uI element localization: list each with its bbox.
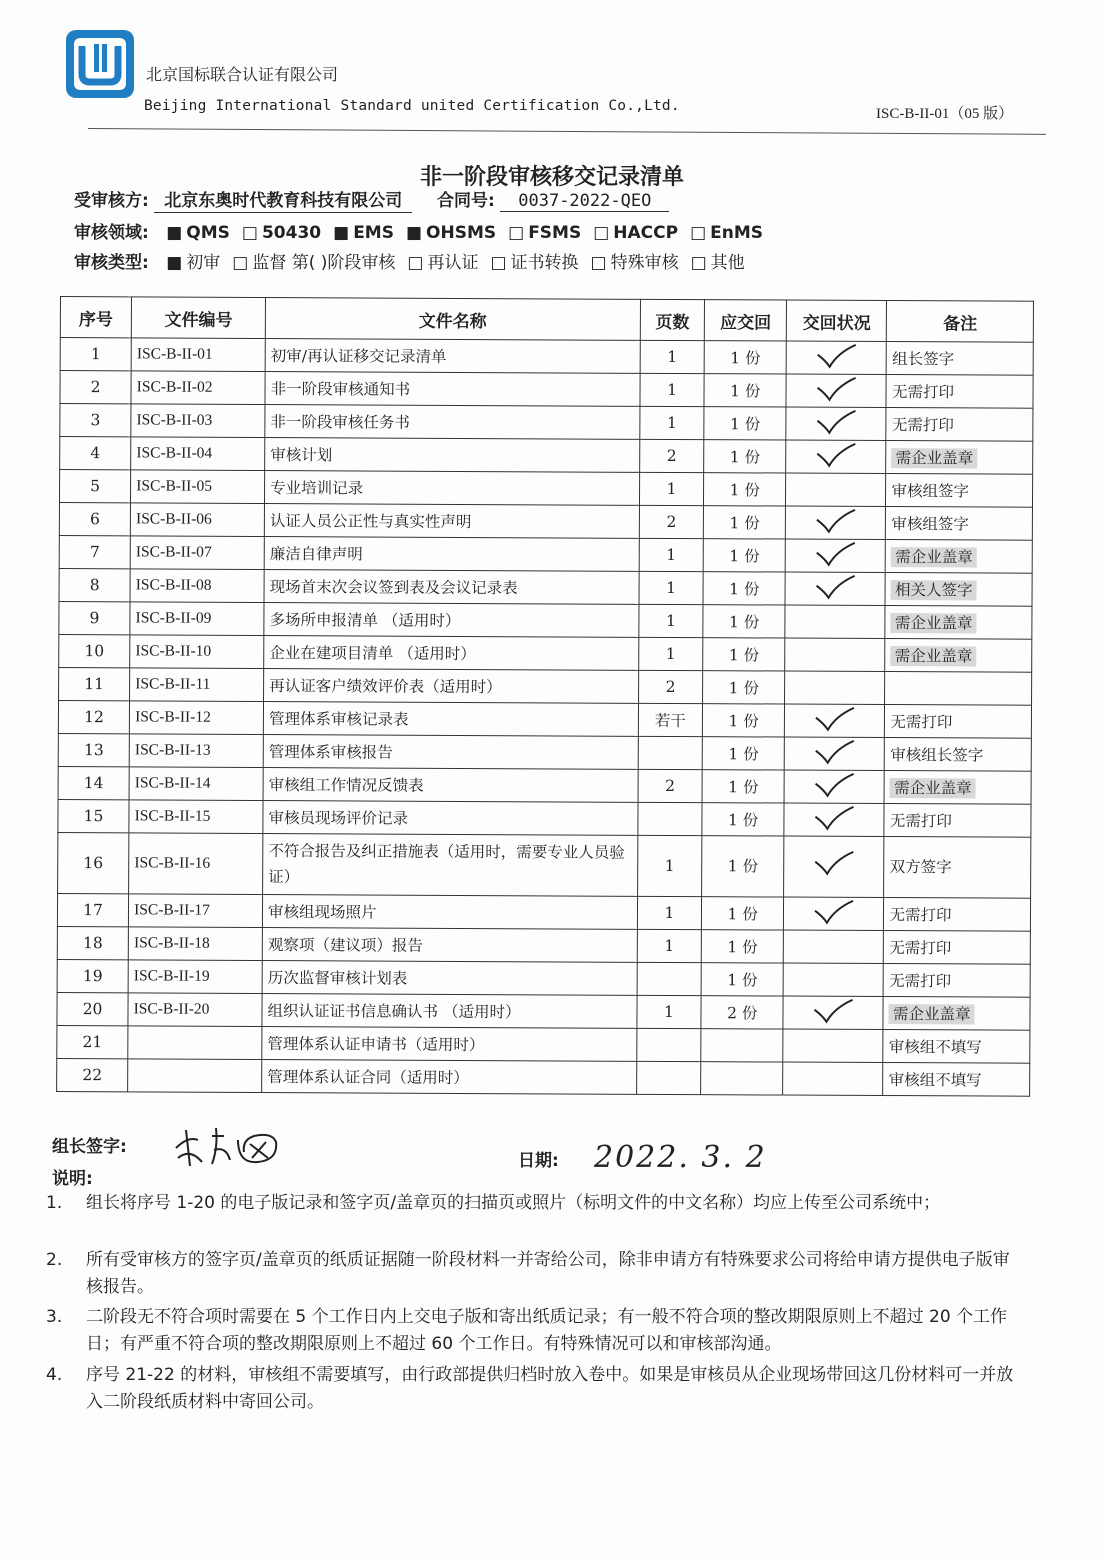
row-file-code: ISC-B-II-07: [130, 536, 264, 570]
row-copies: 1 份: [704, 440, 786, 473]
row-pages: 1: [640, 373, 705, 406]
row-copies: 1 份: [704, 374, 786, 407]
row-number: 7: [59, 535, 130, 568]
domain-option-label: FSMS: [528, 223, 582, 243]
domain-option-label: HACCP: [613, 223, 679, 243]
row-return-status: [785, 506, 886, 539]
row-pages: 1: [639, 538, 704, 571]
table-row: [58, 832, 1031, 898]
row-number: 8: [59, 568, 130, 601]
row-pages: 2: [638, 769, 703, 802]
row-file-name: 再认证客户绩效评价表（适用时）: [264, 669, 639, 704]
table-row: [58, 799, 1031, 837]
row-remark: 组长签字: [892, 350, 955, 369]
note-item-3: [46, 1304, 1026, 1358]
row-return-status: [785, 638, 886, 671]
auditee-line: [74, 186, 669, 211]
note-item-4: [46, 1362, 1026, 1416]
table-row: [57, 992, 1030, 1030]
row-remark-cell: [886, 408, 1033, 442]
checkmark-icon: [811, 805, 857, 835]
row-file-code: ISC-B-II-09: [130, 602, 264, 636]
audit-domain-line: [74, 218, 763, 243]
row-copies: 1 份: [702, 897, 784, 930]
row-remark-cell: [885, 672, 1032, 706]
row-copies: 1 份: [702, 803, 784, 836]
row-file-code: ISC-B-II-20: [128, 993, 262, 1027]
row-return-status: [786, 473, 887, 506]
table-row: [59, 634, 1032, 672]
row-remark-cell: [883, 1063, 1030, 1097]
row-number: 16: [58, 832, 129, 893]
row-remark-cell: [886, 441, 1033, 475]
company-name-en: Beijing International Standard united Certification Co.,Ltd.: [144, 98, 680, 114]
row-file-code: ISC-B-II-10: [130, 635, 264, 669]
row-file-code: ISC-B-II-19: [128, 960, 262, 994]
row-remark-highlighted: 需企业盖章: [891, 547, 977, 567]
checkmark-icon: [812, 574, 858, 604]
row-file-code: ISC-B-II-11: [130, 668, 264, 702]
row-remark: 审核组签字: [891, 515, 969, 534]
row-file-name: 廉洁自律声明: [264, 537, 639, 572]
table-row: [57, 893, 1030, 931]
row-return-status: [783, 897, 884, 930]
auditee-label: 受审核方:: [74, 191, 149, 211]
row-file-name: 管理体系审核报告: [263, 734, 638, 769]
row-return-status: [784, 704, 885, 737]
contract-value: 0037-2022-QEO: [500, 191, 669, 212]
note-text: 二阶段无不符合项时需要在 5 个工作日内上交电子版和寄出纸质记录；有一般不符合项的整改期限原则上不超过 20 个工作日；有严重不符合项的整改期限原则上不超过 60 个工作日。有特殊情况可以和审核部沟通。: [86, 1307, 1008, 1354]
row-remark: 无需打印: [889, 939, 952, 958]
row-file-name: 初审/再认证移交记录清单: [265, 339, 640, 374]
domain-option: [242, 223, 321, 243]
type-option-label: 其他: [710, 253, 745, 273]
domain-option: [690, 223, 763, 243]
row-number: 1: [60, 338, 131, 371]
row-copies: 1 份: [704, 506, 786, 539]
row-file-code: [128, 1059, 262, 1093]
row-pages: 若干: [638, 703, 703, 736]
note-text: 序号 21-22 的材料，审核组不需要填写，由行政部提供归档时放入卷中。如果是审核员从企业现场带回这几份材料可一并放入二阶段纸质材料中寄回公司。: [86, 1365, 1014, 1412]
auditee-value: 北京东奥时代教育科技有限公司: [154, 191, 412, 213]
type-option-label: 再认证: [427, 253, 479, 273]
row-pages: 1: [637, 929, 702, 962]
row-pages: 2: [639, 505, 704, 538]
note-number: 4.: [46, 1365, 63, 1385]
note-item-2: [46, 1247, 1026, 1301]
row-remark-highlighted: 需企业盖章: [890, 778, 976, 798]
row-file-code: ISC-B-II-15: [129, 800, 263, 834]
row-remark: 无需打印: [890, 713, 953, 732]
unchecked-box-icon: □: [590, 253, 607, 273]
row-remark: 无需打印: [889, 972, 952, 991]
row-file-code: ISC-B-II-13: [129, 734, 263, 768]
row-return-status: [785, 671, 886, 704]
row-return-status: [784, 770, 885, 803]
row-number: 6: [59, 502, 130, 535]
row-remark: 审核组签字: [891, 482, 970, 501]
row-return-status: [783, 963, 884, 996]
date-label: 日期:: [518, 1151, 559, 1171]
row-remark-cell: [886, 507, 1033, 541]
row-file-name: 审核计划: [265, 438, 640, 473]
row-number: 9: [59, 601, 130, 634]
row-file-name: 观察项（建议项）报告: [262, 927, 637, 962]
table-row: [57, 1025, 1030, 1063]
row-file-code: ISC-B-II-05: [131, 470, 265, 504]
table-body: [57, 338, 1034, 1097]
isc-logo-icon: [64, 28, 136, 100]
row-copies: 1 份: [702, 963, 784, 996]
row-file-name: 组织认证证书信息确认书 （适用时）: [262, 993, 637, 1028]
table-row: [59, 502, 1032, 540]
checkmark-icon: [811, 899, 857, 929]
row-file-name: 多场所申报清单 （适用时）: [264, 603, 639, 638]
checked-box-icon: ■: [166, 223, 183, 243]
row-pages: [637, 802, 702, 835]
row-number: 11: [59, 667, 130, 700]
table-row: [60, 338, 1033, 376]
unchecked-box-icon: □: [490, 253, 507, 273]
row-copies: 2 份: [701, 996, 783, 1029]
row-remark-highlighted: 需企业盖章: [891, 613, 977, 633]
row-return-status: [786, 374, 887, 407]
type-option: [232, 253, 395, 273]
row-return-status: [784, 836, 885, 897]
row-remark-cell: [884, 804, 1031, 838]
checkmark-icon: [813, 508, 859, 538]
header-pages: 页数: [640, 299, 705, 340]
row-copies: 1 份: [704, 407, 786, 440]
row-pages: [638, 736, 703, 769]
row-number: 20: [57, 992, 128, 1025]
row-number: 18: [57, 926, 128, 959]
row-remark: 无需打印: [889, 906, 952, 925]
unchecked-box-icon: □: [593, 223, 610, 243]
checkmark-icon: [811, 739, 857, 769]
table-row: [59, 568, 1032, 606]
row-remark: 无需打印: [891, 383, 955, 402]
checkmark-icon: [812, 706, 858, 736]
row-remark-cell: [884, 898, 1031, 932]
row-file-name: 管理体系审核记录表: [263, 701, 638, 736]
note-number: 1.: [46, 1193, 63, 1213]
unchecked-box-icon: □: [690, 253, 707, 273]
header-code: 文件编号: [131, 297, 265, 339]
row-remark-cell: [885, 606, 1032, 640]
row-remark-highlighted: 需企业盖章: [892, 448, 978, 468]
row-number: 3: [60, 404, 131, 437]
row-pages: 1: [639, 472, 704, 505]
row-return-status: [783, 1062, 884, 1095]
date-value: 2022. 3. 2: [594, 1140, 767, 1175]
row-number: 5: [59, 470, 130, 503]
row-remark: 无需打印: [889, 812, 952, 831]
type-option: [490, 253, 578, 273]
checked-box-icon: ■: [166, 253, 183, 273]
row-number: 10: [59, 634, 130, 667]
audit-type-label: 审核类型:: [74, 253, 149, 273]
row-file-name: 现场首末次会议签到表及会议记录表: [264, 570, 639, 605]
row-pages: 1: [640, 340, 705, 373]
row-remark: 审核组不填写: [888, 1038, 982, 1057]
domain-option: [508, 223, 581, 243]
row-file-code: ISC-B-II-06: [130, 503, 264, 537]
row-pages: 1: [637, 995, 702, 1028]
domain-option: [593, 223, 678, 243]
row-copies: 1 份: [702, 770, 784, 803]
document-code: ISC-B-II-01（05 版）: [876, 106, 1014, 122]
row-remark: 双方签字: [889, 858, 952, 877]
row-remark-cell: [886, 474, 1033, 508]
row-number: 14: [58, 766, 129, 799]
row-return-status: [786, 341, 887, 374]
table-row: [58, 733, 1031, 771]
row-remark-cell: [886, 375, 1033, 409]
checked-box-icon: ■: [333, 223, 350, 243]
row-file-code: ISC-B-II-04: [131, 437, 265, 471]
table-row: [57, 926, 1030, 964]
row-file-name: 审核组工作情况反馈表: [263, 767, 638, 802]
row-pages: 1: [639, 406, 704, 439]
table-row: [58, 700, 1031, 738]
note-number: 3.: [46, 1307, 63, 1327]
row-remark-cell: [885, 738, 1032, 772]
table-row: [59, 667, 1032, 705]
row-remark-cell: [884, 931, 1031, 965]
type-option: [407, 253, 478, 273]
row-remark-cell: [885, 705, 1032, 739]
unchecked-box-icon: □: [508, 223, 525, 243]
header-name: 文件名称: [265, 298, 640, 341]
row-number: 17: [57, 893, 128, 926]
table-row: [59, 535, 1032, 573]
row-copies: 1 份: [703, 572, 785, 605]
header-remark: 备注: [887, 301, 1034, 343]
note-text: 所有受审核方的签字页/盖章页的纸质证据随一阶段材料一并寄给公司，除非申请方有特殊要求公司将给申请方提供电子版审核报告。: [86, 1250, 1010, 1297]
row-remark: 审核组不填写: [888, 1071, 982, 1090]
row-return-status: [785, 539, 886, 572]
row-return-status: [785, 605, 886, 638]
note-number: 2.: [46, 1250, 63, 1270]
row-file-code: ISC-B-II-01: [131, 338, 265, 372]
row-file-name: 非一阶段审核通知书: [265, 372, 640, 407]
unchecked-box-icon: □: [690, 223, 707, 243]
row-copies: [701, 1062, 783, 1095]
row-copies: 1 份: [704, 473, 786, 506]
row-return-status: [783, 1029, 884, 1062]
row-number: 12: [58, 700, 129, 733]
row-copies: 1 份: [702, 836, 784, 897]
row-file-name: 不符合报告及纠正措施表（适用时，需要专业人员验证）: [263, 833, 638, 896]
row-copies: 1 份: [703, 605, 785, 638]
table-row: [58, 766, 1031, 804]
row-file-name: 管理体系认证合同（适用时）: [262, 1059, 637, 1094]
row-copies: 1 份: [703, 704, 785, 737]
row-file-code: ISC-B-II-14: [129, 767, 263, 801]
row-file-code: ISC-B-II-08: [130, 569, 264, 603]
unchecked-box-icon: □: [232, 253, 249, 273]
row-remark-highlighted: 需企业盖章: [891, 646, 977, 666]
row-number: 15: [58, 799, 129, 832]
type-option: [691, 253, 745, 273]
type-option: [591, 253, 679, 273]
row-pages: 2: [639, 439, 704, 472]
row-pages: [637, 962, 702, 995]
checked-box-icon: ■: [405, 223, 423, 243]
table-row: [60, 437, 1033, 475]
row-remark-cell: [886, 540, 1033, 574]
row-return-status: [784, 803, 885, 836]
audit-domain-label: 审核领域:: [74, 223, 149, 243]
note-text: 组长将序号 1-20 的电子版记录和签字页/盖章页的扫描页或照片（标明文件的中文名称）均应上传至公司系统中；: [86, 1193, 941, 1213]
row-file-code: ISC-B-II-17: [129, 894, 263, 928]
leader-sign-label: 组长签字:: [52, 1137, 127, 1157]
audit-type-line: [74, 248, 745, 273]
unchecked-box-icon: □: [241, 223, 258, 243]
row-file-name: 审核组现场照片: [262, 894, 637, 929]
row-number: 19: [57, 959, 128, 992]
row-number: 2: [60, 371, 131, 404]
row-remark: 审核组长签字: [890, 746, 984, 765]
row-number: 22: [57, 1058, 128, 1091]
domain-option-label: EnMS: [710, 223, 764, 243]
row-pages: 1: [639, 571, 704, 604]
row-remark-cell: [884, 964, 1031, 998]
domain-option-label: EMS: [353, 223, 394, 243]
leader-signature: [168, 1118, 288, 1174]
row-number: 21: [57, 1025, 128, 1058]
domain-option-label: OHSMS: [426, 223, 497, 243]
notes-title: 说明:: [52, 1169, 93, 1189]
row-file-code: ISC-B-II-18: [128, 927, 262, 961]
row-pages: [636, 1028, 701, 1061]
handover-table: [56, 296, 1034, 1097]
domain-option: [166, 223, 230, 243]
row-remark-cell: [883, 997, 1030, 1031]
row-return-status: [785, 572, 886, 605]
row-file-name: 非一阶段审核任务书: [265, 405, 640, 440]
row-file-name: 审核员现场评价记录: [263, 800, 638, 835]
checkmark-icon: [811, 772, 857, 802]
row-return-status: [786, 440, 887, 473]
row-copies: 1 份: [702, 930, 784, 963]
row-file-code: ISC-B-II-02: [131, 371, 265, 405]
checkmark-icon: [811, 850, 857, 884]
checkmark-icon: [813, 376, 859, 406]
type-option-label: 监督 第( )阶段审核: [252, 253, 396, 273]
type-option-label: 特殊审核: [610, 253, 679, 273]
row-remark-cell: [883, 1030, 1030, 1064]
header-returned: 交回状况: [786, 300, 887, 341]
row-file-name: 管理体系认证申请书（适用时）: [262, 1026, 637, 1061]
checkmark-icon: [813, 343, 859, 373]
table-row: [57, 1058, 1030, 1096]
form-title: 非一阶段审核移交记录清单: [419, 165, 684, 190]
row-return-status: [786, 407, 887, 440]
domain-option: [406, 223, 496, 243]
table-row: [60, 371, 1033, 409]
domain-option-label: 50430: [261, 223, 322, 243]
table-row: [59, 601, 1032, 639]
table-row: [60, 404, 1033, 442]
row-pages: 1: [638, 604, 703, 637]
row-remark: 无需打印: [891, 416, 954, 435]
type-option-label: 证书转换: [510, 253, 579, 273]
row-number: 13: [58, 733, 129, 766]
header-divider: [88, 128, 1046, 135]
company-name-cn: 北京国标联合认证有限公司: [146, 65, 339, 84]
checkmark-icon: [812, 541, 858, 571]
table-header-row: [60, 297, 1033, 343]
row-file-code: ISC-B-II-12: [130, 701, 264, 735]
row-remark-cell: [885, 573, 1032, 607]
row-file-name: 专业培训记录: [265, 471, 640, 506]
row-return-status: [783, 996, 884, 1029]
contract-label: 合同号:: [437, 191, 495, 211]
row-file-name: 企业在建项目清单 （适用时）: [264, 636, 639, 671]
row-return-status: [784, 737, 885, 770]
domain-option-label: QMS: [186, 223, 230, 243]
row-copies: 1 份: [703, 671, 785, 704]
table-row: [57, 959, 1030, 997]
checkmark-icon: [813, 442, 859, 472]
row-copies: 1 份: [705, 341, 787, 374]
row-file-name: 历次监督审核计划表: [262, 960, 637, 995]
header-copies: 应交回: [705, 300, 787, 341]
row-pages: 1: [637, 896, 702, 929]
row-file-code: ISC-B-II-03: [131, 404, 265, 438]
row-file-code: ISC-B-II-16: [129, 833, 263, 895]
row-copies: 1 份: [703, 638, 785, 671]
unchecked-box-icon: □: [407, 253, 424, 273]
row-copies: 1 份: [704, 539, 786, 572]
row-file-name: 认证人员公正性与真实性声明: [264, 504, 639, 539]
type-option: [166, 253, 220, 273]
row-pages: [636, 1061, 701, 1094]
row-copies: 1 份: [703, 737, 785, 770]
domain-option: [333, 223, 394, 243]
row-remark-cell: [887, 342, 1034, 376]
row-remark-highlighted: 需企业盖章: [889, 1004, 975, 1024]
type-option-label: 初审: [186, 253, 221, 273]
row-file-code: [128, 1026, 262, 1060]
table-row: [59, 470, 1032, 508]
checkmark-icon: [813, 409, 859, 439]
row-pages: 2: [638, 670, 703, 703]
row-number: 4: [60, 437, 131, 470]
row-pages: 1: [638, 637, 703, 670]
row-return-status: [783, 930, 884, 963]
row-remark-cell: [885, 771, 1032, 805]
header-no: 序号: [60, 297, 131, 338]
checkmark-icon: [810, 998, 856, 1028]
row-pages: 1: [637, 835, 702, 896]
row-remark-highlighted: 相关人签字: [891, 580, 977, 600]
row-copies: [701, 1029, 783, 1062]
row-remark-cell: [884, 837, 1031, 899]
row-remark-cell: [885, 639, 1032, 673]
note-item-1: [46, 1190, 1026, 1217]
